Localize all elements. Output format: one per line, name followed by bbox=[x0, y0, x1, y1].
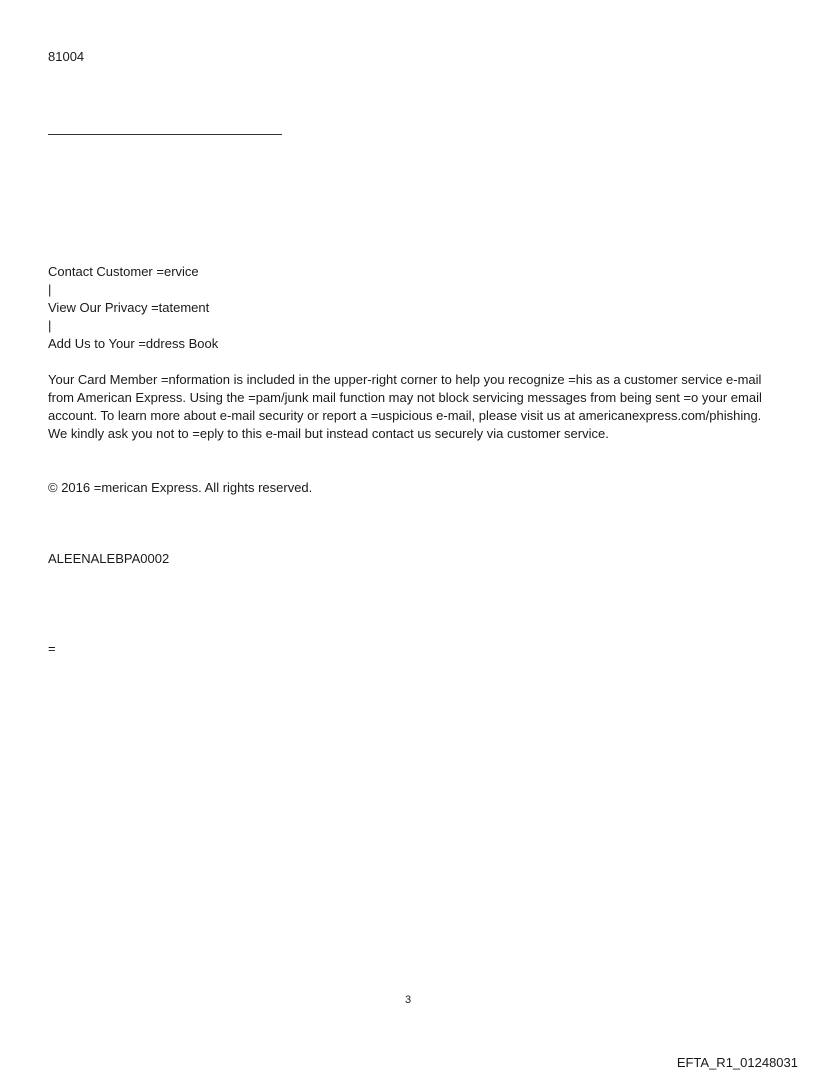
reference-code: ALEENALEBPA0002 bbox=[48, 551, 170, 566]
privacy-statement-link[interactable]: View Our Privacy =tatement bbox=[48, 300, 210, 315]
link-separator: | bbox=[48, 318, 52, 333]
copyright-notice: © 2016 =merican Express. All rights reserved. bbox=[48, 480, 313, 495]
bates-number: EFTA_R1_01248031 bbox=[676, 1055, 798, 1070]
contact-customer-service-link[interactable]: Contact Customer =ervice bbox=[48, 264, 199, 279]
link-separator: | bbox=[48, 282, 52, 297]
document-id: 81004 bbox=[48, 49, 85, 64]
page-number: 3 bbox=[404, 994, 412, 1006]
security-notice: Your Card Member =nformation is included in the upper-right corner to help you recognize =his as a customer service e-mail from American Express. Using the =pam/junk mail function may not block servicing messages from being sent =o your email account. To learn more about e-mail security or report a =uspicious e-mail, please visit us at americanexpress.com/phishing. We kindly ask you not to =eply to this e-mail but instead contact us securely via customer service. bbox=[48, 372, 762, 441]
footer-links bbox=[48, 263, 218, 353]
horizontal-rule bbox=[48, 134, 282, 135]
address-book-link[interactable]: Add Us to Your =ddress Book bbox=[48, 336, 219, 351]
trailing-character: = bbox=[48, 641, 56, 656]
